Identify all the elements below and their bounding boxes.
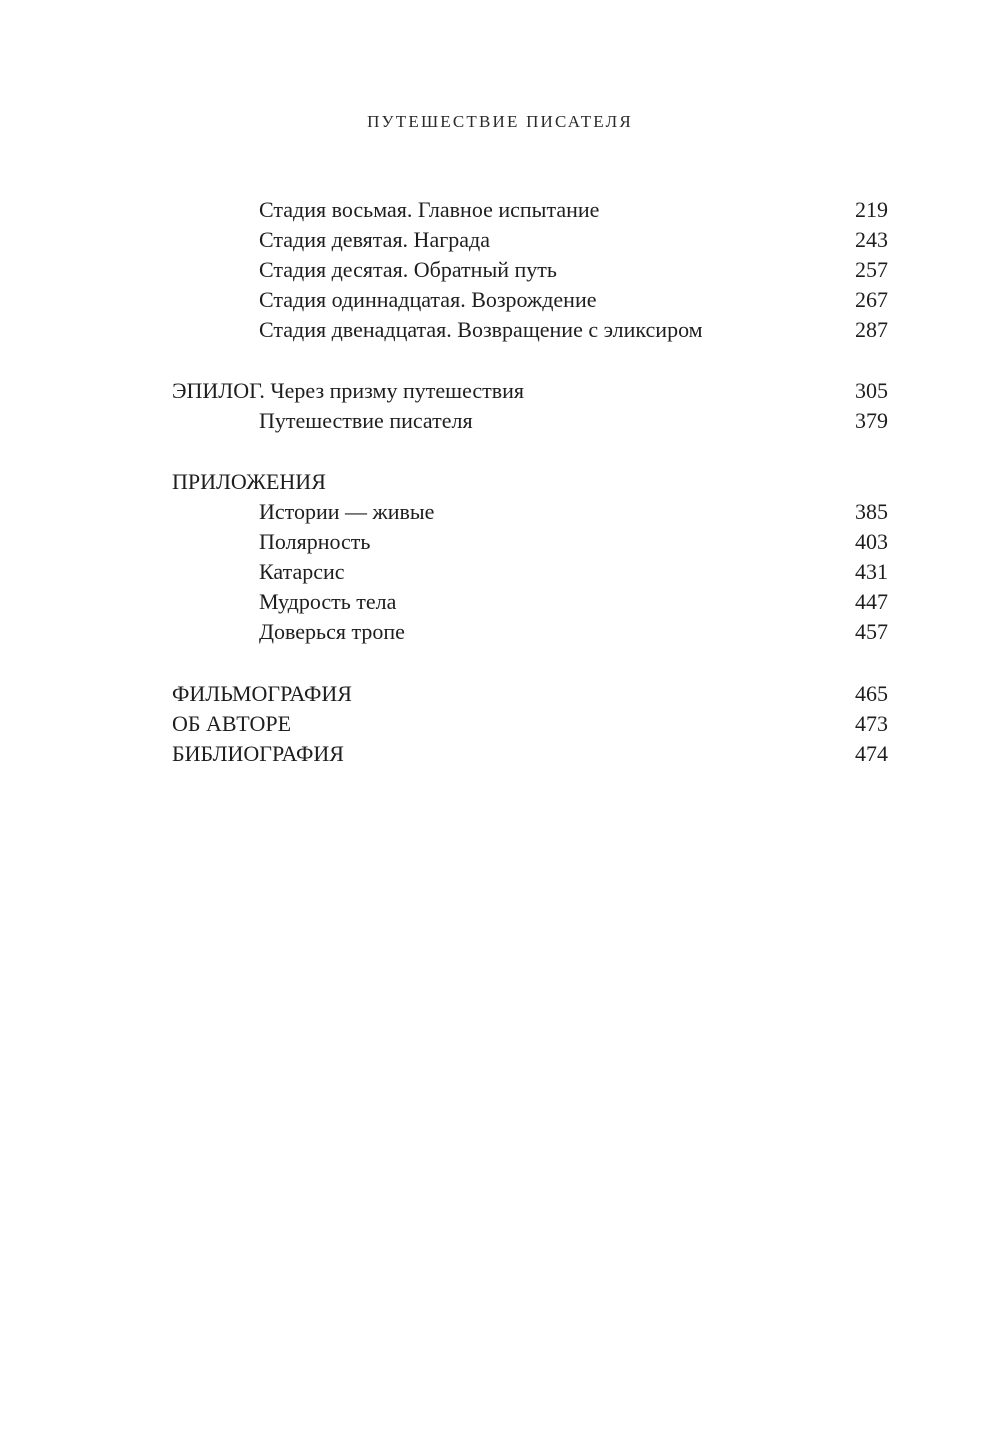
toc-entry-page: 457 [855, 619, 888, 644]
toc-entry-appendix-3[interactable] [172, 557, 888, 587]
toc-entry-appendix-5[interactable] [172, 617, 888, 647]
toc-entry-title: Стадия девятая. Награда [259, 227, 490, 252]
toc-entry-page: 474 [855, 741, 888, 766]
toc-entry-title: Катарсис [259, 559, 345, 584]
toc-entry-page: 385 [855, 499, 888, 524]
toc-entry-stage-9[interactable] [172, 225, 888, 255]
toc-entry-page: 447 [855, 589, 888, 614]
toc-entry-title: БИБЛИОГРАФИЯ [172, 741, 344, 766]
toc-entry-filmography[interactable] [172, 679, 888, 709]
toc-entry-stage-12[interactable] [172, 315, 888, 345]
toc-entry-title: Мудрость тела [259, 589, 397, 614]
toc-entry-stage-10[interactable] [172, 255, 888, 285]
toc-entry-page: 257 [855, 257, 888, 282]
toc-entry-title: Стадия восьмая. Главное испытание [259, 197, 600, 222]
toc-entry-appendix-1[interactable] [172, 497, 888, 527]
toc-entry-page: 403 [855, 529, 888, 554]
toc-entry-title: Стадия десятая. Обратный путь [259, 257, 557, 282]
toc-section-appendices[interactable] [172, 467, 888, 497]
toc-entry-appendix-2[interactable] [172, 527, 888, 557]
toc-entry-page: 267 [855, 287, 888, 312]
toc-entry-stage-8[interactable] [172, 195, 888, 225]
toc-entry-title: ФИЛЬМОГРАФИЯ [172, 681, 352, 706]
toc-section-title: ПРИЛОЖЕНИЯ [172, 469, 326, 494]
toc-entry-title: Стадия одиннадцатая. Возрождение [259, 287, 597, 312]
toc-entry-page: 465 [855, 681, 888, 706]
toc-entry-page: 473 [855, 711, 888, 736]
toc-entry-title: Путешествие писателя [259, 408, 473, 433]
toc-entry-appendix-4[interactable] [172, 587, 888, 617]
toc-entry-page: 305 [855, 378, 888, 403]
toc-entry-bibliography[interactable] [172, 739, 888, 769]
toc-entry-title: ЭПИЛОГ. Через призму путешествия [172, 378, 525, 403]
toc-entry-about-author[interactable] [172, 709, 888, 739]
running-head: ПУТЕШЕСТВИЕ ПИСАТЕЛЯ [367, 112, 633, 131]
toc-entry-title: Истории — живые [259, 499, 435, 524]
toc-entry-stage-11[interactable] [172, 285, 888, 315]
toc-entry-page: 379 [855, 408, 888, 433]
toc-entry-title: Полярность [259, 529, 371, 554]
toc-entry-title: Стадия двенадцатая. Возвращение с эликсиром [259, 317, 703, 342]
toc-entry-page: 287 [855, 317, 888, 342]
toc-entry-title: Доверься тропе [259, 619, 405, 644]
toc-entry-title: ОБ АВТОРЕ [172, 711, 292, 736]
toc-entry-writers-journey[interactable] [172, 406, 888, 436]
toc-entry-epilogue[interactable] [172, 376, 888, 406]
toc-entry-page: 219 [855, 197, 888, 222]
toc-entry-page: 431 [855, 559, 888, 584]
toc-entry-page: 243 [855, 227, 888, 252]
